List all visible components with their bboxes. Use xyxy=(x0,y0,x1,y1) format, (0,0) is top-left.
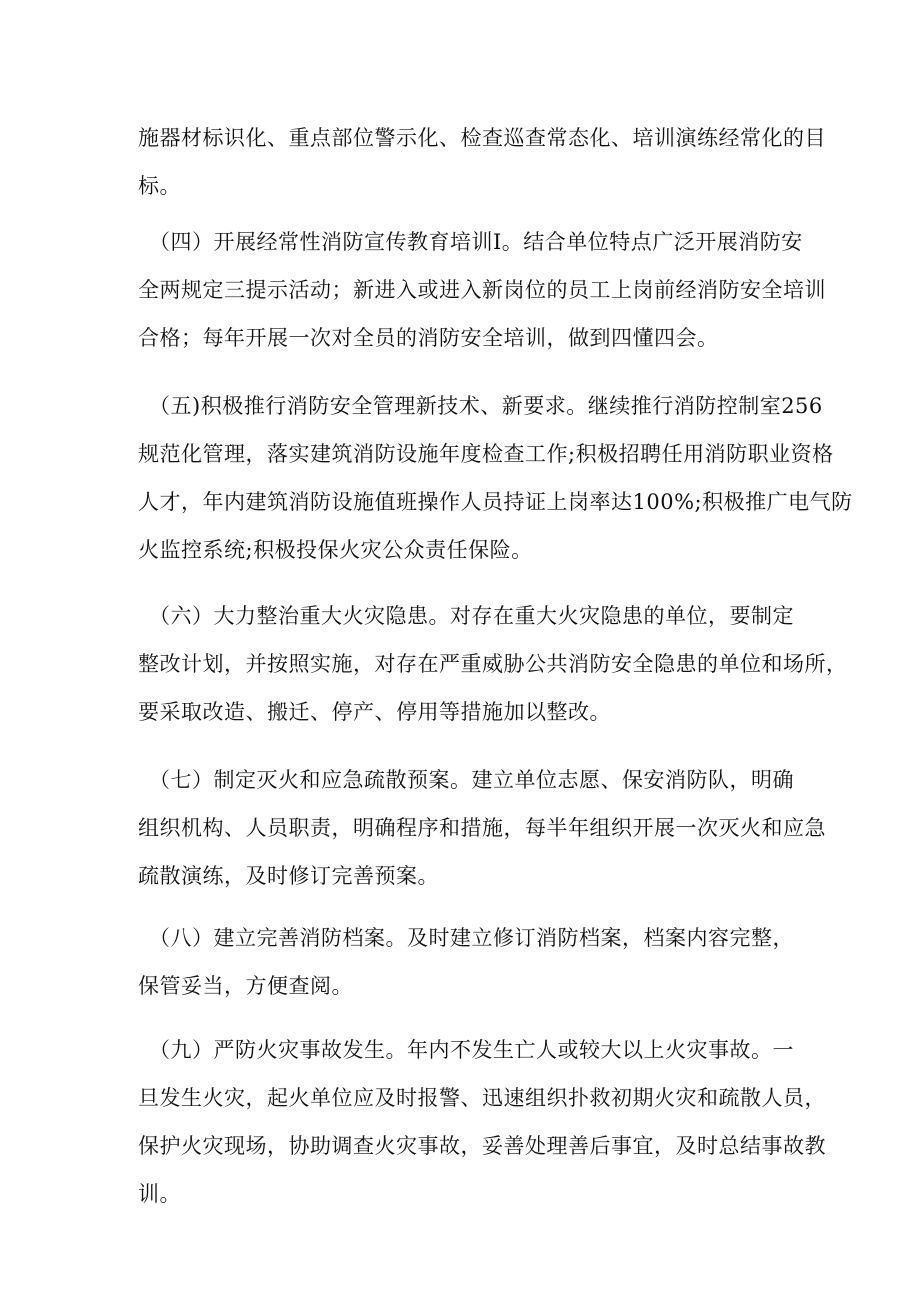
paragraph-section-7 xyxy=(138,756,826,900)
text-line: 保护火灾现场，协助调查火灾事故，妥善处理善后事宜，及时总结事故教 xyxy=(138,1134,826,1158)
text-line: 合格；每年开展一次对全员的消防安全培训，做到四懂四会。 xyxy=(138,326,719,350)
text-line: 保管妥当，方便查阅。 xyxy=(138,974,353,998)
text-line: （五)积极推行消防安全管理新技术、新要求。继续推行消防控制室256 xyxy=(138,394,823,418)
text-line: 疏散演练，及时修订完善预案。 xyxy=(138,864,439,888)
paragraph-section-5 xyxy=(138,382,853,574)
text-line: （八）建立完善消防档案。及时建立修订消防档案，档案内容完整， xyxy=(138,926,794,950)
text-line: 施器材标识化、重点部位警示化、检查巡查常态化、培训演练经常化的目 xyxy=(138,126,826,150)
text-line: 旦发生火灾，起火单位应及时报警、迅速组织扑救初期火灾和疏散人员， xyxy=(138,1086,826,1110)
text-line: 规范化管理，落实建筑消防设施年度检查工作;积极招聘任用消防职业资格 xyxy=(138,442,834,466)
paragraph-continuation xyxy=(138,114,826,210)
paragraph-section-6 xyxy=(138,592,848,736)
text-line: 组织机构、人员职责，明确程序和措施，每半年组织开展一次灭火和应急 xyxy=(138,816,826,840)
text-line: 标。 xyxy=(138,174,181,198)
text-line: 要采取改造、搬迁、停产、停用等措施加以整改。 xyxy=(138,700,611,724)
text-line: （七）制定灭火和应急疏散预案。建立单位志愿、保安消防队，明确 xyxy=(138,768,794,792)
paragraph-section-9 xyxy=(138,1026,826,1218)
text-line: 整改计划，并按照实施，对存在严重威胁公共消防安全隐患的单位和场所， xyxy=(138,652,848,676)
paragraph-section-8 xyxy=(138,914,794,1010)
text-line: （六）大力整治重大火灾隐患。对存在重大火灾隐患的单位，要制定 xyxy=(138,604,794,628)
text-line: 全两规定三提示活动；新进入或进入新岗位的员工上岗前经消防安全培训 xyxy=(138,278,826,302)
text-line: 训。 xyxy=(138,1182,181,1206)
text-line: （九）严防火灾事故发生。年内不发生亡人或较大以上火灾事故。一 xyxy=(138,1038,794,1062)
text-line: 人才，年内建筑消防设施值班操作人员持证上岗率达100%;积极推广电气防 xyxy=(138,490,853,514)
text-line: （四）开展经常性消防宣传教育培训I。结合单位特点广泛开展消防安 xyxy=(138,230,803,254)
paragraph-section-4 xyxy=(138,218,826,362)
text-line: 火监控系统;积极投保火灾公众责任保险。 xyxy=(138,538,533,562)
